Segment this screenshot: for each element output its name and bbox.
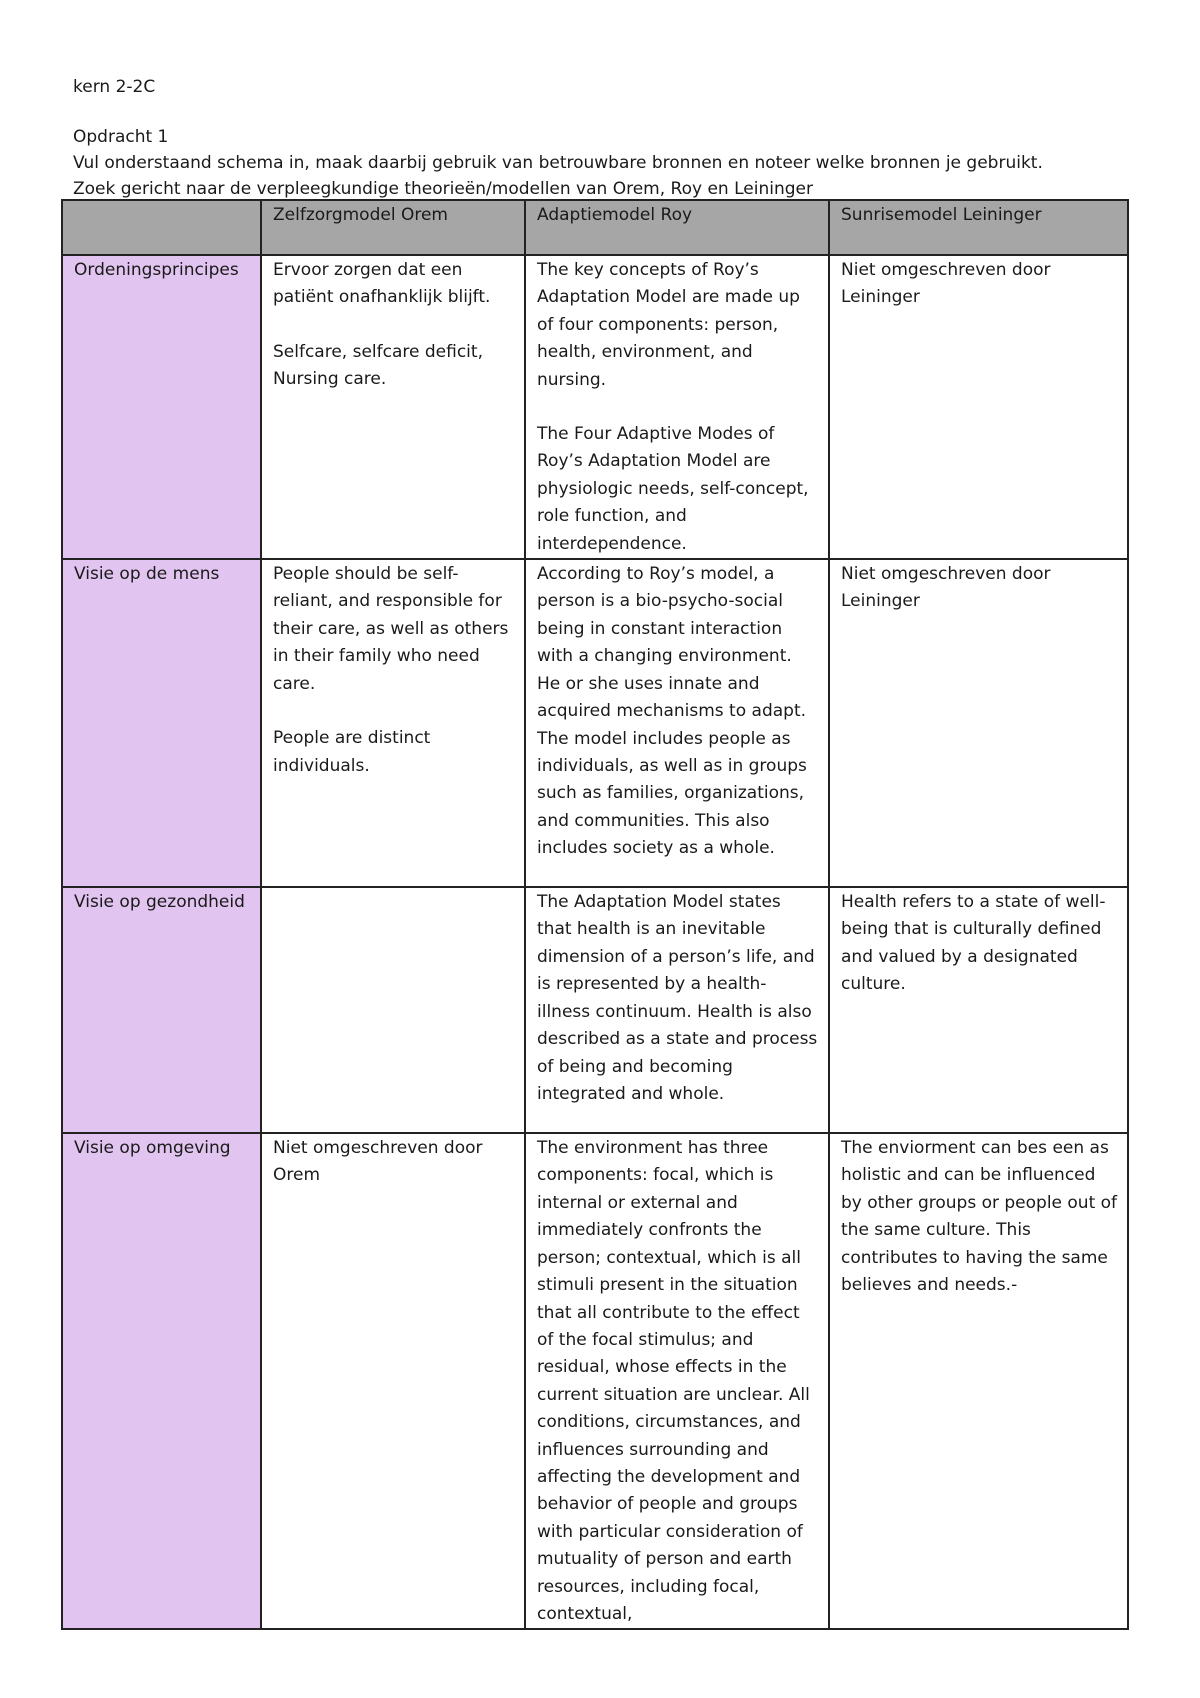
cell-paragraph: Ervoor zorgen dat een patiënt onafhanklijk blijft. bbox=[273, 260, 491, 308]
cell-leininger bbox=[829, 1133, 1128, 1629]
header-cell-empty bbox=[62, 200, 261, 255]
assignment-block bbox=[73, 124, 1133, 202]
cell-leininger bbox=[829, 887, 1128, 1133]
cell-roy bbox=[525, 1133, 829, 1629]
cell-roy bbox=[525, 255, 829, 559]
cell-paragraph: Niet omgeschreven door Orem bbox=[273, 1138, 483, 1186]
cell-leininger bbox=[829, 559, 1128, 887]
row-label: Ordeningsprincipes bbox=[62, 255, 261, 559]
header-cell-orem: Zelfzorgmodel Orem bbox=[261, 200, 525, 255]
table-row bbox=[62, 255, 1128, 559]
header-cell-roy: Adaptiemodel Roy bbox=[525, 200, 829, 255]
cell-roy bbox=[525, 887, 829, 1133]
cell-paragraph: Selfcare, selfcare deficit, Nursing care. bbox=[273, 341, 483, 390]
cell-leininger bbox=[829, 255, 1128, 559]
assignment-instruction: Vul onderstaand schema in, maak daarbij gebruik van betrouwbare bronnen en noteer welke bronnen je gebruikt. bbox=[73, 153, 1043, 173]
cell-paragraph: The key concepts of Roy’s Adaptation Model are made up of four components: person, health, environment, and nursing. bbox=[537, 260, 800, 390]
row-label: Visie op gezondheid bbox=[62, 887, 261, 1133]
cell-orem bbox=[261, 887, 525, 1133]
header-row bbox=[62, 200, 1128, 255]
table-row bbox=[62, 1133, 1128, 1629]
cell-paragraph: Health refers to a state of well-being that is culturally defined and valued by a designated culture. bbox=[841, 892, 1106, 995]
cell-paragraph: The Adaptation Model states that health is an inevitable dimension of a person’s life, and is represented by a health-illness continuum. Health is also described as a state and process of being and becoming integrated and whole. bbox=[537, 892, 818, 1104]
cell-paragraph: The Four Adaptive Modes of Roy’s Adaptation Model are physiologic needs, self-concept, role function, and interdependence. bbox=[537, 424, 809, 554]
table-row bbox=[62, 559, 1128, 887]
cell-orem bbox=[261, 1133, 525, 1629]
document-title: kern 2-2C bbox=[73, 77, 156, 97]
cell-paragraph: Niet omgeschreven door Leininger bbox=[841, 564, 1051, 612]
row-label: Visie op omgeving bbox=[62, 1133, 261, 1629]
cell-orem bbox=[261, 255, 525, 559]
cell-paragraph: Niet omgeschreven door Leininger bbox=[841, 260, 1051, 308]
assignment-label: Opdracht 1 bbox=[73, 127, 169, 147]
cell-paragraph: The enviorment can bes een as holistic and can be influenced by other groups or people out of the same culture. This contributes to having the same believes and needs.- bbox=[841, 1138, 1118, 1296]
cell-roy bbox=[525, 559, 829, 887]
assignment-instruction: Zoek gericht naar de verpleegkundige theorieën/modellen van Orem, Roy en Leininger bbox=[73, 179, 813, 199]
cell-paragraph: According to Roy’s model, a person is a bio-psycho-social being in constant interaction with a changing environment. He or she uses innate and acquired mechanisms to adapt. The model includes people as individuals, as well as in groups such as families, organizations, and communities. This also includes society as a whole. bbox=[537, 564, 807, 859]
cell-orem bbox=[261, 559, 525, 887]
nursing-models-table bbox=[61, 199, 1129, 1630]
table-row bbox=[62, 887, 1128, 1133]
cell-paragraph: The environment has three components: focal, which is internal or external and immediately confronts the person; contextual, which is all stimuli present in the situation that all contribute to the effect of the focal stimulus; and residual, whose effects in the current situation are unclear. All conditions, circumstances, and influences surrounding and affecting the development and behavior of people and groups with particular consideration of mutuality of person and earth resources, including focal, contextual, bbox=[537, 1138, 810, 1624]
header-cell-leininger: Sunrisemodel Leininger bbox=[829, 200, 1128, 255]
cell-paragraph: People should be self-reliant, and responsible for their care, as well as others in their family who need care. bbox=[273, 564, 509, 694]
cell-paragraph: People are distinct individuals. bbox=[273, 728, 431, 776]
row-label: Visie op de mens bbox=[62, 559, 261, 887]
